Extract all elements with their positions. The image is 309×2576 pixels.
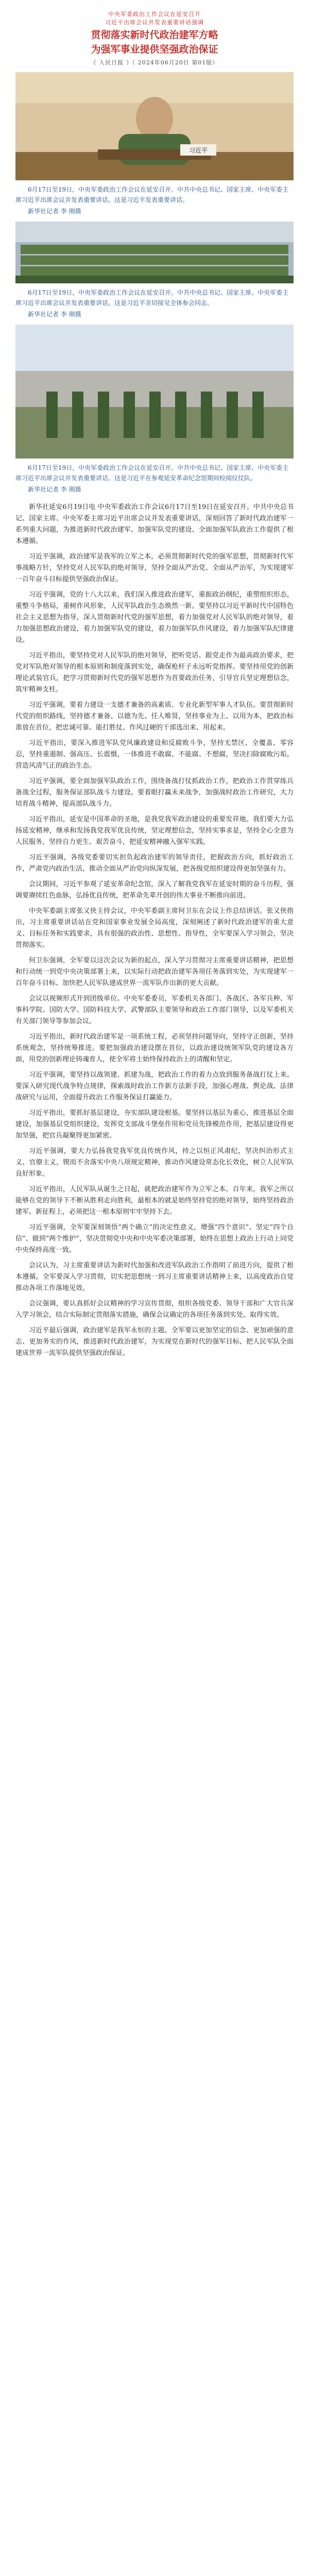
article-paragraph: 会议期间，习近平参观了延安革命纪念馆，深入了解我党我军在延安时期的奋斗历程，强调要赓续红色血脉，弘扬优良传统，把革命先辈开创的伟大事业不断推向前进。	[15, 880, 294, 900]
article-paragraph: 习近平指出，人民军队从诞生之日起，就把政治建军作为立军之本。百年来，我军之所以能够在党的领导下不断从胜利走向胜利，最根本的就是始终坚持党的绝对领导，始终坚持政治建军。新征程上，必须把这一根本原则牢牢坚持下去。	[15, 1185, 294, 1216]
article-paragraph: 习近平指出，新时代政治建军是一项系统工程，必须坚持问题导向，坚持守正创新，坚持系统观念，坚持统筹推进。要把加强政治建设摆在首位，以政治建设统领军队党的建设各方面，用党的创新理论铸魂育人，使全军将士始终保持政治上的清醒和坚定。	[15, 1033, 294, 1063]
article-paragraph: 习近平最后强调，政治建军是我军永恒的主题。全军要以更加坚定的信念、更加顽强的意志、更加务实的作风，推进新时代政治建军，为实现党在新时代的强军目标、把人民军队全面建成世界一流军队提供坚强政治保证。	[15, 1327, 294, 1357]
headline-line-1: 贯彻落实新时代政治建军方略	[91, 29, 218, 41]
article-paragraph: 习近平强调，党的十八大以来，我们深入推进政治建军，重振政治纲纪，重塑组织形态，重整斗争格局，重树作风形象，人民军队政治生态焕然一新。要坚持以习近平新时代中国特色社会主义思想为指导，深入贯彻新时代党的强军思想，着力加强党对人民军队的绝对领导，着力加强思想政治建设，着力加强军队党的建设，着力加强军队作风建设，着力加强军队纪律建设。	[15, 591, 294, 644]
article-paragraph: 习近平指出，延安是中国革命的圣地，是我党我军政治建设的重要发祥地。我们要大力弘扬延安精神，继承和发扬我党我军优良传统，坚定理想信念，坚持实事求是，坚持全心全意为人民服务，坚持自力更生、艰苦奋斗，把延安精神融入强军实践。	[15, 816, 294, 846]
article-paragraph: 会议认为，习主席重要讲话为新时代加强和改进军队政治工作指明了前进方向，提供了根本遵循。全军要深入学习贯彻，切实把思想统一到习主席重要讲话精神上来，以高度政治自觉推动各项工作落地见效。	[15, 1262, 294, 1292]
kicker-line-2: 习近平出席会议并发表重要讲话强调	[105, 19, 204, 26]
photo-speech	[15, 72, 294, 180]
article-paragraph: 何卫东强调，全军要以这次会议为新的起点，深入学习贯彻习主席重要讲话精神，把思想和行动统一到党中央决策部署上来，以实际行动把政治建军各项任务落到实处，为实现建军一百年奋斗目标、加快把人民军队建成世界一流军队作出新的更大贡献。	[15, 957, 294, 987]
source-line: 《 人民日报 》（ 2024年06月20日 第01版）	[90, 59, 219, 66]
article-body	[15, 502, 294, 1359]
article-paragraph: 习近平强调，政治建军是我军的立军之本，必须贯彻新时代党的强军思想，贯彻新时代军事战略方针，坚持党对人民军队的绝对领导，坚持全面从严治党、全面从严治军，为实现建军一百年奋斗目标提供坚强政治保证。	[15, 553, 294, 583]
article-paragraph: 新华社延安6月19日电 中央军委政治工作会议6月17日至19日在延安召开。中共中央总书记、国家主席、中央军委主席习近平出席会议并发表重要讲话，深刻回答了新时代政治建军一系列重大问题，为推进新时代政治建军、加强军队党的建设、全面加强军队政治工作提供了根本遵循。	[15, 503, 294, 545]
photo-2-caption: 6月17日至19日，中央军委政治工作会议在延安召开。中共中央总书记、国家主席、中央军委主席习近平出席会议并发表重要讲话。这是习近平亲切接见全体参会同志。	[15, 289, 289, 307]
article-paragraph: 习近平强调，要着力建设一支德才兼备的高素质、专业化新型军事人才队伍。要贯彻新时代党的组织路线，坚持德才兼备、以德为先、任人唯贤，坚持事业为上、以用为本，把政治标准放在首位，把忠诚可靠、能打胜仗、作风过硬的干部选出来、用起来。	[15, 701, 294, 732]
article-paragraph: 习近平强调，要全面加强军队政治工作，围绕备战打仗抓政治工作，把政治工作贯穿练兵备战全过程，服务保证部队战斗力建设。要着眼打赢未来战争，加强战时政治工作研究，大力培育战斗精神，提高部队战斗力。	[15, 777, 294, 808]
photo-honor-guard	[15, 325, 294, 459]
photo-group-illustration	[15, 222, 294, 283]
photo-3-credit: 新华社记者 李 刚摄	[28, 486, 81, 493]
photo-1-caption: 6月17日至19日，中央军委政治工作会议在延安召开。中共中央总书记、国家主席、中央军委主席习近平出席会议并发表重要讲话。这是习近平发表重要讲话。	[15, 186, 289, 204]
photo-2-credit: 新华社记者 李 刚摄	[28, 311, 81, 318]
article-paragraph: 会议以视频形式开到团级单位。中央军委委员，军委机关各部门、各战区、各军兵种、军事科学院、国防大学、国防科技大学、武警部队主要领导和政治工作部门领导，以及军委机关有关部门领导等参加会议。	[15, 995, 294, 1025]
article-paragraph: 习近平指出，要深入推进军队党风廉政建设和反腐败斗争，坚持无禁区、全覆盖、零容忍，坚持重遏制、强高压、长震慑，一体推进不敢腐、不能腐、不想腐，坚决扫除腐败污垢，营造风清气正的政治生态。	[15, 739, 294, 770]
article-paragraph: 习近平强调，要坚持以战领建、抓建为战，把政治工作的着力点放到服务备战打仗上来。要深入研究现代战争特点规律，探索战时政治工作新方法新手段，加强心理战、舆论战、法律战研究与运用，全面提升政治工作服务保证打赢能力。	[15, 1071, 294, 1101]
article-paragraph: 习近平指出，要抓好基层建设，夯实部队建设根基。要坚持以基层为重心，推进基层全面建设，加强基层党组织建设，发挥党支部战斗堡垒作用和党员先锋模范作用，把基层建设得更加坚强，把官兵凝聚得更加紧密。	[15, 1109, 294, 1140]
photo-speech-illustration	[15, 72, 294, 180]
article-paragraph: 习近平强调，全军要深刻领悟“两个确立”的决定性意义，增强“四个意识”、坚定“四个自信”、做到“两个维护”，坚决贯彻党中央和中央军委决策部署，始终在思想上政治上行动上同党中央保持高度一致。	[15, 1224, 294, 1254]
article-paragraph: 习近平强调，各级党委要切实担负起政治建军的领导责任，把握政治方向，抓好政治工作，严肃党内政治生活，推动全面从严治党向纵深发展，把各级党组织建设得更加坚强有力。	[15, 854, 294, 873]
article-paragraph: 习近平指出，要坚持党对人民军队的绝对领导，把听党话、跟党走作为最高政治要求，把党对军队绝对领导的根本原则和制度落到实处，确保枪杆子永远听党指挥。要坚持用党的创新理论武装官兵，把学习贯彻新时代党的强军思想作为首要政治任务，引导官兵坚定理想信念，筑牢精神支柱。	[15, 652, 294, 693]
headline-line-2: 为强军事业提供坚强政治保证	[91, 44, 218, 55]
photo-3-caption: 6月17日至19日，中央军委政治工作会议在延安召开。中共中央总书记、国家主席、中央军委主席习近平出席会议并发表重要讲话。这是习近平在参观延安革命纪念馆期间检阅仪仗队。	[15, 464, 289, 482]
svg-text:习近平: 习近平	[188, 147, 208, 154]
photo-honor-guard-illustration	[15, 325, 294, 459]
article-paragraph: 中央军委副主席张又侠主持会议，中央军委副主席何卫东在会议上作总结讲话。张又侠指出，习主席重要讲话站在党和国家事业发展全局高度，深刻阐述了新时代政治建军的重大意义、目标任务和实践要求，具有很强的政治性、思想性、指导性，全军要深入学习领会，坚决贯彻落实。	[15, 907, 294, 949]
footer-space	[0, 1363, 309, 1384]
article-paragraph: 习近平强调，要大力弘扬我党我军优良传统作风，持之以恒正风肃纪，坚决纠治形式主义、官僚主义，锲而不舍落实中央八项规定精神，推动作风建设常态化长效化，树立人民军队良好形象。	[15, 1147, 294, 1178]
photo-1-credit: 新华社记者 李 刚摄	[28, 208, 81, 215]
article-header	[0, 0, 309, 67]
photo-group	[15, 222, 294, 283]
article-paragraph: 会议强调，要认真抓好会议精神的学习宣传贯彻，组织各级党委、领导干部和广大官兵深入学习领会，结合实际制定贯彻落实措施，确保会议确定的各项任务落到实处、取得实效。	[15, 1300, 294, 1319]
kicker-line-1: 中央军委政治工作会议在延安召开	[108, 11, 201, 18]
